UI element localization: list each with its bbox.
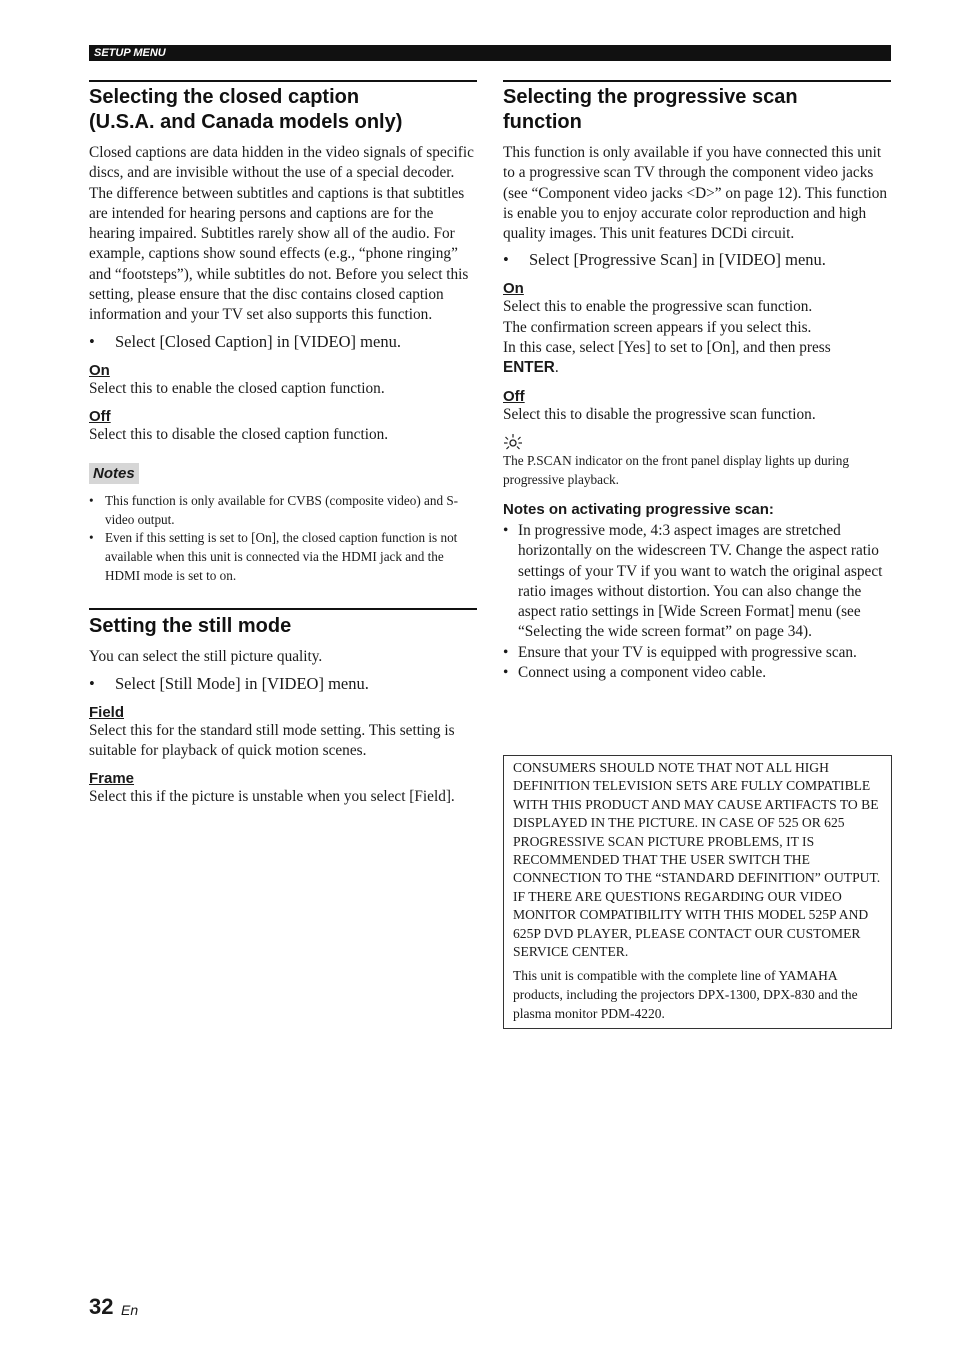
note-item: • This function is only available for CVBS (composite video) and S-video output. [89, 492, 477, 529]
closed-caption-instruction [89, 331, 477, 353]
bullet-mark: • [89, 331, 95, 351]
progressive-on-label: On [503, 280, 524, 298]
sentence-period: . [554, 359, 559, 377]
list-item: • In progressive mode, 4:3 aspect images are stretched horizontally on the widescreen TV. Change the aspect ratio settings of your TV if you want to watch the original aspect ratio images without distortion. You can also change the aspect ratio settings in [Wide Screen Format] menu (see “Selecting the wide screen format” on page 34). [503, 521, 891, 643]
still-mode-intro: You can select the still picture quality. [89, 648, 323, 666]
still-mode-frame-label: Frame [89, 770, 135, 788]
compatibility-warning-box [503, 755, 892, 1029]
list-item: • Connect using a component video cable. [503, 663, 891, 683]
still-mode-instruction [89, 673, 477, 695]
progressive-tip-text: The P.SCAN indicator on the front panel display lights up during progressive playback. [503, 452, 850, 488]
right-column [503, 80, 891, 683]
progressive-on-line1: Select this to enable the progressive scan function. [503, 298, 813, 316]
progressive-instruction [503, 249, 891, 271]
section-divider [503, 80, 891, 82]
progressive-heading [503, 85, 891, 135]
progressive-instruction-text: Select [Progressive Scan] in [VIDEO] menu. [529, 250, 826, 270]
compatibility-warning-text: CONSUMERS SHOULD NOTE THAT NOT ALL HIGH DEFINITION TELEVISION SETS ARE FULLY COMPATIBLE WITH THIS PRODUCT AND MAY CAUSE ARTIFACTS TO BE DISPLAYED IN THE PICTURE. IN CASE OF 525 OR 625 PROGRESSIVE SCAN PICTURE PROBLEMS, IT IS RECOMMENDED THAT THE USER SWITCH THE CONNECTION TO THE “STANDARD DEFINITION” OUTPUT. IF THERE ARE QUESTIONS REGARDING OUR VIDEO MONITOR COMPATIBILITY WITH THIS MODEL 525P AND 625P DVD PLAYER, PLEASE CONTACT OUR CUSTOMER SERVICE CENTER. [513, 760, 881, 960]
list-item: • Ensure that your TV is equipped with progressive scan. [503, 643, 891, 663]
closed-caption-heading [89, 85, 477, 135]
left-column [89, 80, 477, 807]
page-number: 32 [89, 1294, 114, 1319]
section-header-bar [89, 45, 891, 61]
closed-caption-on-label: On [89, 361, 110, 379]
section-divider [89, 80, 477, 82]
still-mode-heading: Setting the still mode [89, 615, 292, 638]
still-mode-frame-text: Select this if the picture is unstable when you select [Field]. [89, 788, 455, 806]
progressive-notes-list [503, 521, 891, 683]
closed-caption-notes [89, 492, 477, 585]
progressive-notes-heading: Notes on activating progressive scan: [503, 500, 774, 518]
closed-caption-title-line2: (U.S.A. and Canada models only) [89, 111, 403, 133]
progressive-off-label: Off [503, 387, 525, 405]
closed-caption-off-label: Off [89, 407, 111, 425]
progressive-on-line2: The confirmation screen appears if you select this. [503, 318, 812, 336]
closed-caption-intro: Closed captions are data hidden in the video signals of specific discs, and are invisible without the use of a special decoder. The difference between subtitles and captions is that subtitles are intended for hearing persons and captions are for the hearing impaired. Subtitles rarely show all of the audio. For example, captions show sound effects (e.g., “phone ringing” and “footsteps”), while subtitles do not. Before you select this setting, please ensure that the disc contains closed caption information and your TV set also supports this function. [89, 144, 474, 324]
still-mode-field-text: Select this for the standard still mode setting. This setting is suitable for playback of quick motion scenes. [89, 721, 455, 759]
note-item: • Even if this setting is set to [On], the closed caption function is not available when this unit is connected via the HDMI jack and the HDMI mode is set to on. [89, 529, 477, 585]
compatibility-products-text: This unit is compatible with the complete line of YAMAHA products, including the projectors DPX-1300, DPX-830 and the plasma monitor PDM-4220. [513, 968, 858, 1021]
notes-label: Notes [89, 463, 139, 484]
enter-key-label: ENTER [503, 359, 555, 377]
bullet-mark: • [89, 673, 95, 693]
progressive-on-text [503, 297, 891, 378]
closed-caption-title-line1: Selecting the closed caption [89, 86, 360, 108]
progressive-on-line3: In this case, select [Yes] to set to [On], and then press [503, 339, 831, 357]
closed-caption-off-text: Select this to disable the closed caption function. [89, 425, 389, 443]
progressive-off-text: Select this to disable the progressive scan function. [503, 405, 816, 423]
closed-caption-instruction-text: Select [Closed Caption] in [VIDEO] menu. [115, 331, 401, 351]
still-mode-field-label: Field [89, 703, 125, 721]
still-mode-instruction-text: Select [Still Mode] in [VIDEO] menu. [115, 673, 369, 693]
bullet-mark: • [503, 250, 509, 270]
closed-caption-on-text: Select this to enable the closed caption function. [89, 379, 385, 397]
section-header-label: SETUP MENU [94, 47, 166, 59]
tip-icon [503, 433, 523, 451]
progressive-title-line2: function [503, 111, 582, 133]
progressive-title-line1: Selecting the progressive scan [503, 86, 798, 108]
progressive-intro: This function is only available if you have connected this unit to a progressive scan TV through the component video jacks (see “Component video jacks <D>” on page 12). This function is enable you to enjoy accurate color reproduction and high quality images. This unit features DCDi circuit. [503, 144, 888, 243]
page-language: En [121, 1302, 139, 1318]
section-divider [89, 608, 477, 610]
